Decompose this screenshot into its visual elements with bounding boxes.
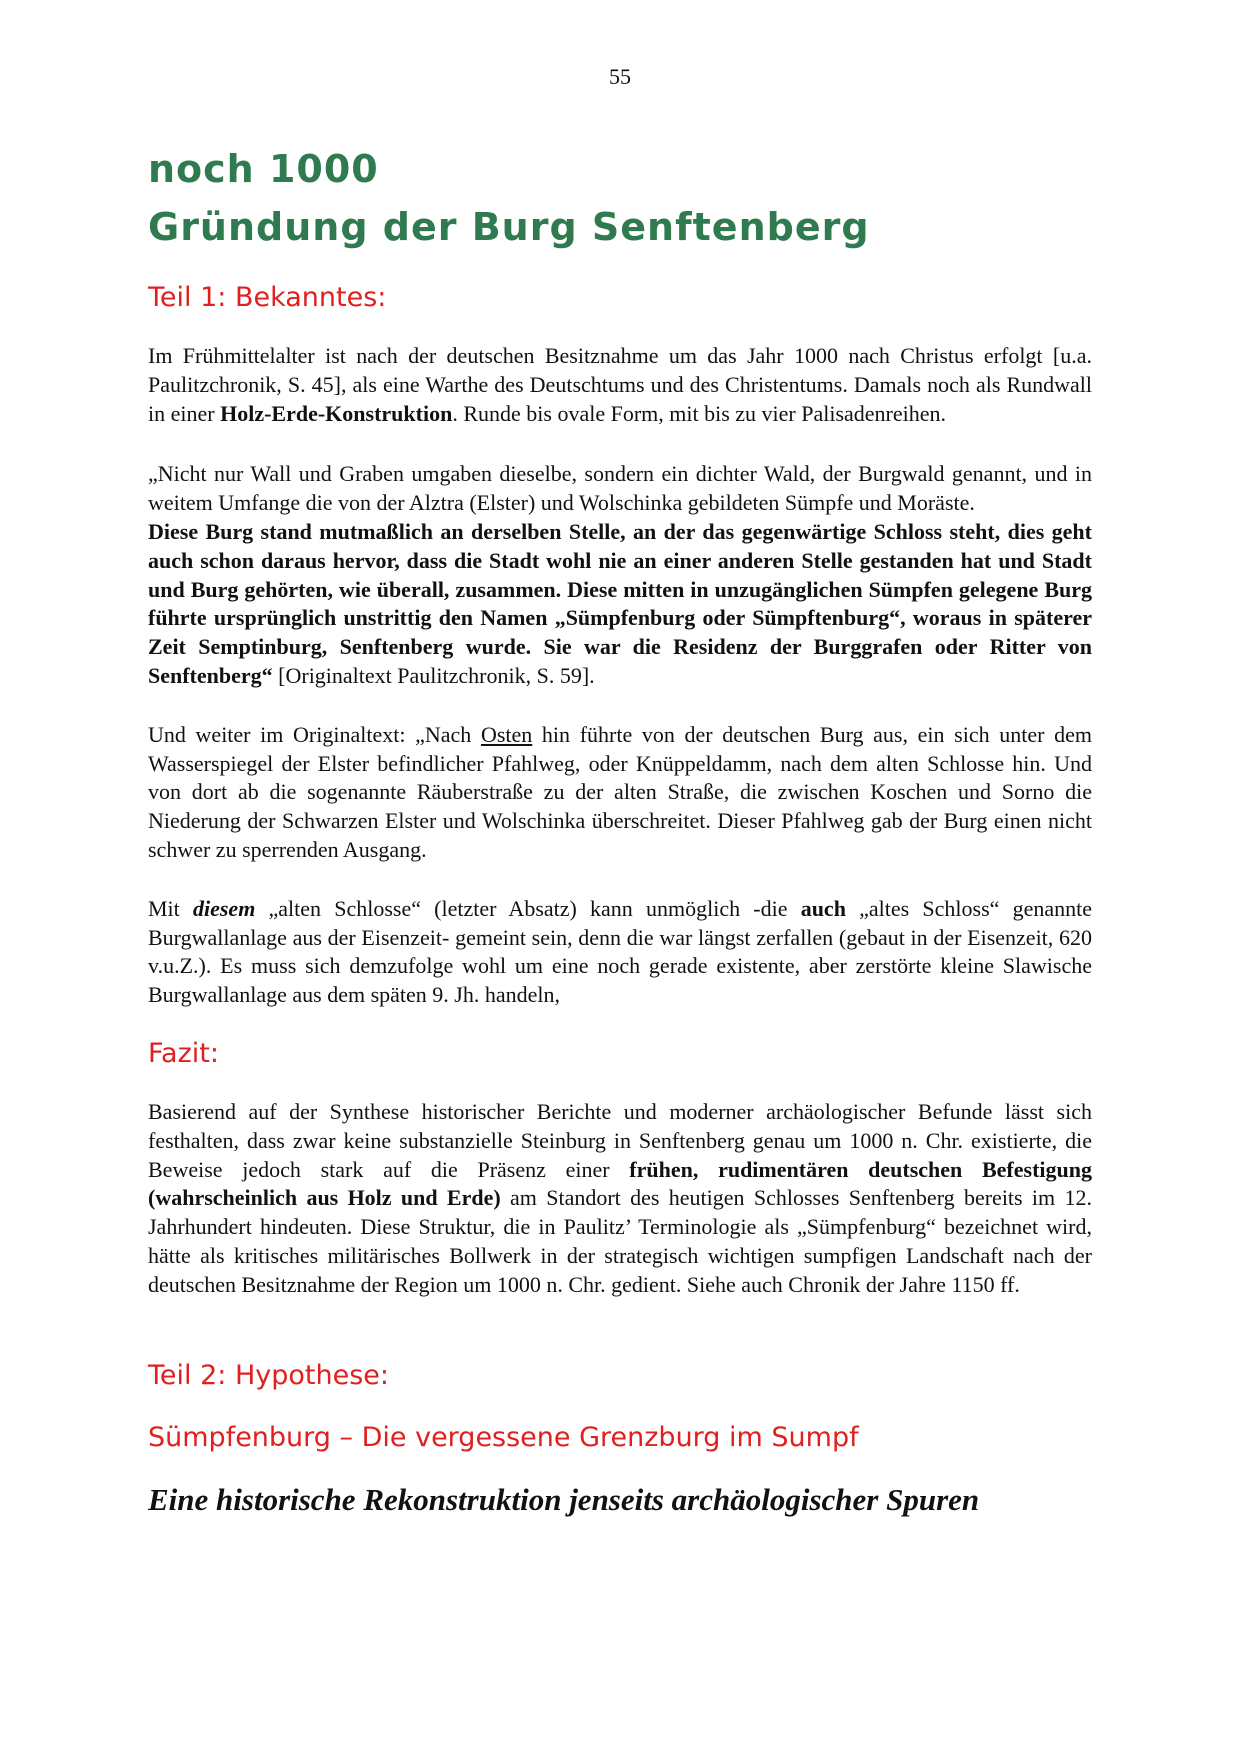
chapter-title: Gründung der Burg Senftenberg (148, 205, 870, 249)
paragraph-fazit (148, 1098, 1092, 1300)
chapter-title-year: noch 1000 (148, 147, 379, 191)
text: Mit (148, 895, 193, 921)
section-heading-teil2: Teil 2: Hypothese: (148, 1359, 389, 1391)
bold-text: Holz-Erde-Konstruktion (220, 400, 453, 426)
underlined-text: Osten (480, 721, 533, 747)
text: Basierend auf der Synthese historischer Berichte und moderner archäologischer Befunde lässt sich festhalten, dass zwar keine substanzielle Steinburg in Senftenberg genau um 1000 n. Chr. existierte, die Beweise jedoch stark auf die Präsenz einer (148, 1098, 1092, 1182)
bold-italic-text: diesem (192, 895, 256, 921)
text: . Runde bis ovale Form, mit bis zu vier Palisadenreihen. (452, 400, 947, 426)
citation: [Originaltext Paulitzchronik, S. 59]. (272, 662, 595, 688)
italic-heading: Eine historische Rekonstruktion jenseits archäologischer Spuren (148, 1481, 980, 1517)
page-number: 55 (609, 64, 631, 89)
paragraph-alten-schlosse (148, 895, 1092, 1010)
text: Im Frühmittelalter ist nach der deutschen Besitznahme um das Jahr 1000 nach Christus erfolgt [u.a. Paulitzchronik, S. 45], als eine Warthe des Deutschtums und des Christentums. Damals noch als Rundwall in einer (148, 343, 1092, 426)
paragraph-fruehmittelalter (148, 342, 1092, 428)
text: „alten Schlosse“ (letzter Absatz) kann unmöglich -die (255, 895, 801, 921)
bold-quote: Diese Burg stand mutmaßlich an derselben Stelle, an der das gegenwärtige Schloss steht, dies geht auch schon daraus hervor, dass die Stadt wohl nie an einer anderen Stelle gestanden hat und Stadt und Burg gehörten, wie überall, zusammen. Diese mitten in unzugänglichen Sümpfen gelegene Burg führte ursprünglich unstrittig den Namen „Sümpfenburg oder Sümpftenburg“, woraus in späterer Zeit Semptinburg, Senftenberg wurde. Sie war die Residenz der Burggrafen oder Ritter von Senftenberg“ (148, 518, 1092, 688)
text: „altes Schloss“ genannte Burgwallanlage aus der Eisenzeit- gemeint sein, denn die war längst zerfallen (gebaut in der Eisenzeit, 620 v.u.Z.). Es muss sich demzufolge wohl um eine noch gerade existente, aber zerstörte kleine Slawische Burgwallanlage aus dem späten 9. Jh. handeln, (148, 895, 1092, 1008)
section-heading-fazit: Fazit: (148, 1037, 219, 1069)
bold-text: frühen, rudimentären deutschen Befestigung (wahrscheinlich aus Holz und Erde) (148, 1156, 1092, 1211)
paragraph-quote-intro: „Nicht nur Wall und Graben umgaben dieselbe, sondern ein dichter Wald, der Burgwald genannt, und in weitem Umfange die von der Alztra (Elster) und Wolschinka gebildeten Sümpfe und Moräste. (148, 461, 1092, 516)
page-content (148, 140, 1092, 1520)
bold-text: auch (800, 895, 846, 921)
text: Und weiter im Originaltext: „Nach (148, 721, 481, 747)
text: am Standort des heutigen Schlosses Senftenberg bereits im 12. Jahrhundert hindeuten. Diese Struktur, die in Paulitz’ Terminologie als „Sümpfenburg“ bezeichnet wird, hätte als kritisches militärisches Bollwerk in der strategisch wichtigen sumpfigen Landschaft nach der deutschen Besitznahme der Region um 1000 n. Chr. gedient. Siehe auch Chronik der Jahre 1150 ff. (148, 1185, 1092, 1297)
paragraph-quote-burg (148, 518, 1092, 691)
section-subheading: Sümpfenburg – Die vergessene Grenzburg im Sumpf (148, 1421, 859, 1453)
section-heading-teil1: Teil 1: Bekanntes: (148, 282, 387, 313)
paragraph-originaltext (148, 721, 1092, 865)
text: hin führte von der deutschen Burg aus, ein sich unter dem Wasserspiegel der Elster befindlicher Pfahlweg, oder Knüppeldamm, nach dem alten Schlosse hin. Und von dort ab die sogenannte Räuberstraße zu der alten Straße, die zwischen Koschen und Sorno die Niederung der Schwarzen Elster und Wolschinka überschreitet. Dieser Pfahlweg gab der Burg einen nicht schwer zu sperrenden Ausgang. (148, 721, 1092, 862)
